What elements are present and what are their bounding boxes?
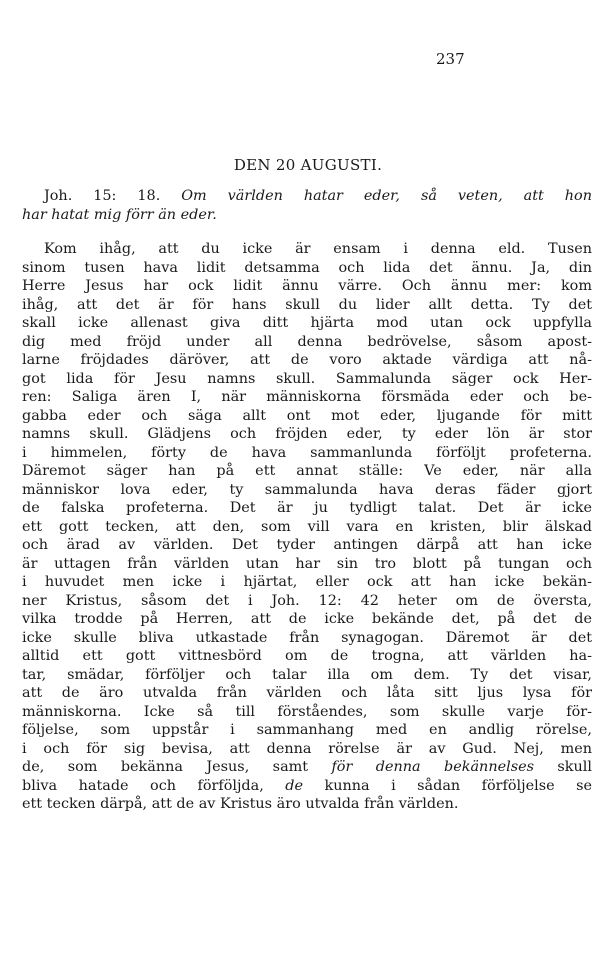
text-line: i himmelen, förty de hava sammanlunda förföljt profeterna. — [22, 444, 592, 461]
body-text — [22, 240, 592, 814]
text-segment: de, som bekänna Jesus, samt — [22, 759, 332, 775]
text-line: följelse, som uppstår i sammanhang med en andlig rörelse, — [22, 722, 592, 738]
text-line: människor lova eder, ty sammalunda hava deras fäder gjort — [22, 481, 592, 498]
text-line: skall icke allenast giva ditt hjärta mod utan ock uppfylla — [22, 315, 592, 331]
text-line: ett gott tecken, att den, som vill vara en kristen, blir älskad — [22, 518, 592, 535]
text-line: är uttagen från världen utan har sin tro blott på tungan och — [22, 555, 592, 572]
text-line: larne fröjdades däröver, att de voro aktade värdiga att nå- — [22, 352, 592, 368]
verse-reference: Joh. 15: 18. — [44, 188, 161, 204]
verse-block — [22, 187, 592, 224]
text-line: tar, smädar, förföljer och talar illa om dem. Ty det visar, — [22, 666, 592, 683]
text-line: ett tecken därpå, att de av Kristus äro utvalda från världen. — [22, 796, 459, 812]
text-line: ihåg, att det är för hans skull du lider allt detta. Ty det — [22, 296, 592, 313]
text-line: ren: Saliga ären I, när människorna försmäda eder och be- — [22, 389, 592, 405]
text-line: sinom tusen hava lidit detsamma och lida det ännu. Ja, din — [22, 259, 592, 276]
text-line: gabba eder och säga allt ont mot eder, ljugande för mitt — [22, 407, 592, 424]
verse-line — [22, 187, 592, 206]
text-line: i och för sig bevisa, att denna rörelse är av Gud. Nej, men — [22, 740, 592, 757]
italic-text: de — [285, 777, 304, 794]
text-segment: skull — [534, 759, 592, 775]
text-line: Kom ihåg, att du icke är ensam i denna eld. Tusen — [44, 241, 592, 257]
text-segment: bliva hatade och förföljda, — [22, 777, 286, 794]
text-line: icke skulle bliva utkastade från synagogan. Däremot är det — [22, 629, 592, 646]
text-line: och ärad av världen. Det tyder antingen därpå att han icke — [22, 537, 592, 553]
text-line: ner Kristus, såsom det i Joh. 12: 42 heter om de översta, — [22, 592, 592, 609]
text-line: de falska profeterna. Det är ju tydligt talat. Det är icke — [22, 500, 592, 516]
text-line: vilka trodde på Herren, att de icke bekände det, på det de — [22, 611, 592, 627]
text-line: människorna. Icke så till förståendes, som skulle varje för- — [22, 703, 592, 720]
text-line: Däremot säger han på ett annat ställe: Ve eder, när alla — [22, 463, 592, 479]
text-line: namns skull. Glädjens och fröjden eder, ty eder lön är stor — [22, 426, 592, 442]
page-number: 237 — [436, 50, 465, 68]
text-line: dig med fröjd under all denna bedrövelse, såsom apost- — [22, 333, 592, 350]
italic-text: för denna bekännelses — [331, 759, 534, 775]
text-line-mixed — [22, 758, 592, 777]
page-title: DEN 20 AUGUSTI. — [233, 156, 383, 174]
text-line-mixed — [22, 777, 592, 796]
text-segment: kunna i sådan förföljelse se — [303, 777, 592, 794]
text-line: i huvudet men icke i hjärtat, eller ock att han icke bekän- — [22, 574, 592, 590]
verse-text: Om världen hatar eder, så veten, att hon — [181, 188, 592, 204]
text-line: got lida för Jesu namns skull. Sammalunda säger ock Her- — [22, 370, 592, 387]
text-line: Herre Jesus har ock lidit ännu värre. Och ännu mer: kom — [22, 278, 592, 294]
verse-line: har hatat mig förr än eder. — [22, 206, 217, 223]
text-line: alltid ett gott vittnesbörd om de trogna, att världen ha- — [22, 648, 592, 664]
text-line: att de äro utvalda från världen och låta sitt ljus lysa för — [22, 685, 592, 701]
